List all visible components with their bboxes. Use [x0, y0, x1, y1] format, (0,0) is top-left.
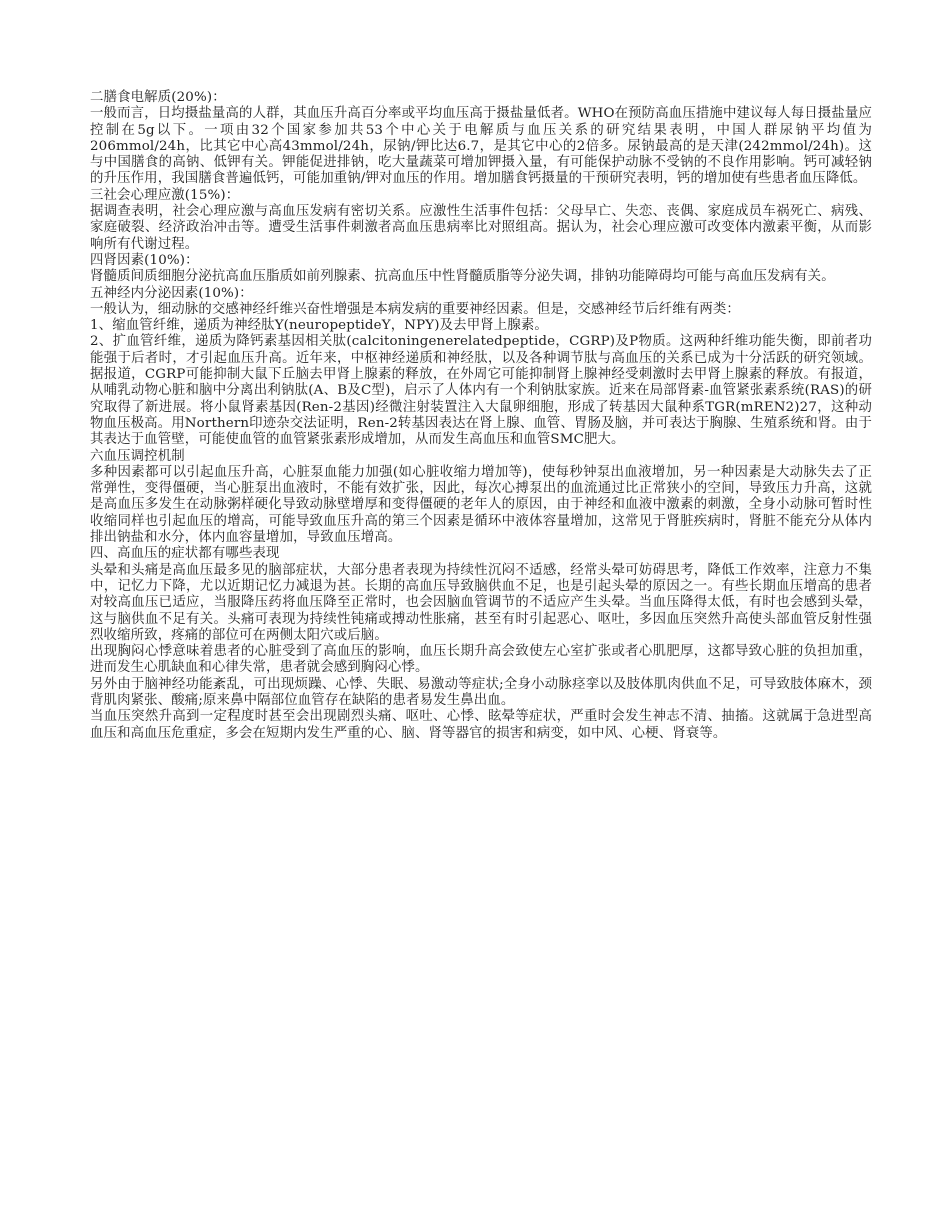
paragraph-salt-intake: 一般而言，日均摄盐量高的人群，其血压升高百分率或平均血压高于摄盐量低者。WHO在预防高血压措施中建议每人每日摄盐量应控制在5g以下。一项由32个国家参加共53个中心关于电解质与血压关系的研究结果表明，中国人群尿钠平均值为206mmol/24h，比其它中心高43mmol/24h，尿钠/钾比达6.7，是其它中心的2倍多。尿钠最高的是天津(242mmol/24h)。这与中国膳食的高钠、低钾有关。钾能促进排钠，吃大量蔬菜可增加钾摄入量，有可能保护动脉不受钠的不良作用影响。钙可减轻钠的升压作用，我国膳食普遍低钙，可能加重钠/钾对血压的作用。增加膳食钙摄量的干预研究表明，钙的增加使有些患者血压降低。: [90, 106, 872, 187]
section-heading-bp-regulation: 六血压调控机制: [90, 448, 185, 464]
paragraph-vasodilator-fibers: 2、扩血管纤维，递质为降钙素基因相关肽(calcitoningenerelatedpeptide，CGRP)及P物质。这两种纤维功能失衡，即前者功能强于后者时，才引起血压升高。近年来，中枢神经递质和神经肽，以及各种调节肽与高血压的关系已成为十分活跃的研究领域。据报道，CGRP可能抑制大鼠下丘脑去甲肾上腺素的释放，在外周它可能抑制肾上腺神经受刺激时去甲肾上腺素的释放。有报道，从哺乳动物心脏和脑中分离出利钠肽(A、B及C型)，启示了人体内有一个利钠肽家族。近来在局部肾素-血管紧张素系统(RAS)的研究取得了新进展。将小鼠肾素基因(Ren-2基因)经微注射装置注入大鼠卵细胞，形成了转基因大鼠种系TGR(mREN2)27，这种动物血压极高。用Northern印迹杂交法证明，Ren-2转基因表达在肾上腺、血管、胃肠及脑，并可表达于胸腺、生殖系统和肾。由于其表达于血管壁，可能使血管的血管紧张素形成增加，从而发生高血压和血管SMC肥大。: [90, 334, 872, 448]
paragraph-bp-regulation: 多种因素都可以引起血压升高，心脏泵血能力加强(如心脏收缩力增加等)，使每秒钟泵出血液增加，另一种因素是大动脉失去了正常弹性，变得僵硬，当心脏泵出血液时，不能有效扩张，因此，每次心搏泵出的血流通过比正常狭小的空间，导致压力升高，这就是高血压多发生在动脉粥样硬化导致动脉壁增厚和变得僵硬的老年人的原因，由于神经和血液中激素的刺激，全身小动脉可暂时性收缩同样也引起血压的增高，可能导致血压升高的第三个因素是循环中液体容量增加，这常见于肾脏疾病时，肾脏不能充分从体内排出钠盐和水分，体内血容量增加，导致血压增高。: [90, 464, 872, 546]
paragraph-hypertensive-crisis: 当血压突然升高到一定程度时甚至会出现剧烈头痛、呕吐、心悸、眩晕等症状，严重时会发生神志不清、抽搐。这就属于急进型高血压和高血压危重症，多会在短期内发生严重的心、脑、肾等器官的损害和病变，如中风、心梗、肾衰等。: [90, 709, 872, 741]
paragraph-sympathetic-nerves: 一般认为，细动脉的交感神经纤维兴奋性增强是本病发病的重要神经因素。但是，交感神经节后纤维有两类：: [90, 301, 740, 317]
paragraph-psychosocial-stress: 据调查表明，社会心理应激与高血压发病有密切关系。应激性生活事件包括：父母早亡、失恋、丧偶、家庭成员车祸死亡、病残、家庭破裂、经济政治冲击等。遭受生活事件刺激者高血压患病率比对照组高。据认为，社会心理应激可改变体内激素平衡，从而影响所有代谢过程。: [90, 204, 872, 252]
section-heading-neuroendocrine: 五神经内分泌因素(10%)：: [90, 285, 253, 301]
section-heading-symptoms: 四、高血压的症状都有哪些表现: [90, 546, 280, 562]
paragraph-chest-tightness: 出现胸闷心悸意味着患者的心脏受到了高血压的影响，血压长期升高会致使左心室扩张或者心肌肥厚，这都导致心脏的负担加重，进而发生心肌缺血和心律失常，患者就会感到胸闷心悸。: [90, 644, 872, 676]
paragraph-renal-factors: 肾髓质间质细胞分泌抗高血压脂质如前列腺素、抗高血压中性肾髓质脂等分泌失调，排钠功能障碍均可能与高血压发病有关。: [90, 269, 835, 285]
section-heading-diet-electrolytes: 二膳食电解质(20%)：: [90, 90, 226, 105]
paragraph-neurological-symptoms: 另外由于脑神经功能紊乱，可出现烦躁、心悸、失眠、易激动等症状;全身小动脉痉挛以及肢体肌肉供血不足，可导致肢体麻木，颈背肌肉紧张、酸痛;原来鼻中隔部位血管存在缺陷的患者易发生鼻出血。: [90, 676, 872, 708]
document-body: [90, 90, 872, 742]
paragraph-vasoconstrictor-fibers: 1、缩血管纤维，递质为神经肽Y(neuropeptideY，NPY)及去甲肾上腺素。: [90, 318, 548, 334]
paragraph-headache-dizziness: 头晕和头痛是高血压最多见的脑部症状，大部分患者表现为持续性沉闷不适感，经常头晕可妨碍思考，降低工作效率，注意力不集中，记忆力下降，尤以近期记忆力减退为甚。长期的高血压导致脑供血不足，也是引起头晕的原因之一。有些长期血压增高的患者对较高血压已适应，当服降压药将血压降至正常时，也会因脑血管调节的不适应产生头晕。当血压降得太低，有时也会感到头晕，这与脑供血不足有关。头痛可表现为持续性钝痛或搏动性胀痛，甚至有时引起恶心、呕吐，多因血压突然升高使头部血管反射性强烈收缩所致，疼痛的部位可在两侧太阳穴或后脑。: [90, 562, 872, 643]
section-heading-psychosocial-stress: 三社会心理应激(15%)：: [90, 187, 240, 203]
section-heading-renal-factors: 四肾因素(10%)：: [90, 252, 199, 268]
